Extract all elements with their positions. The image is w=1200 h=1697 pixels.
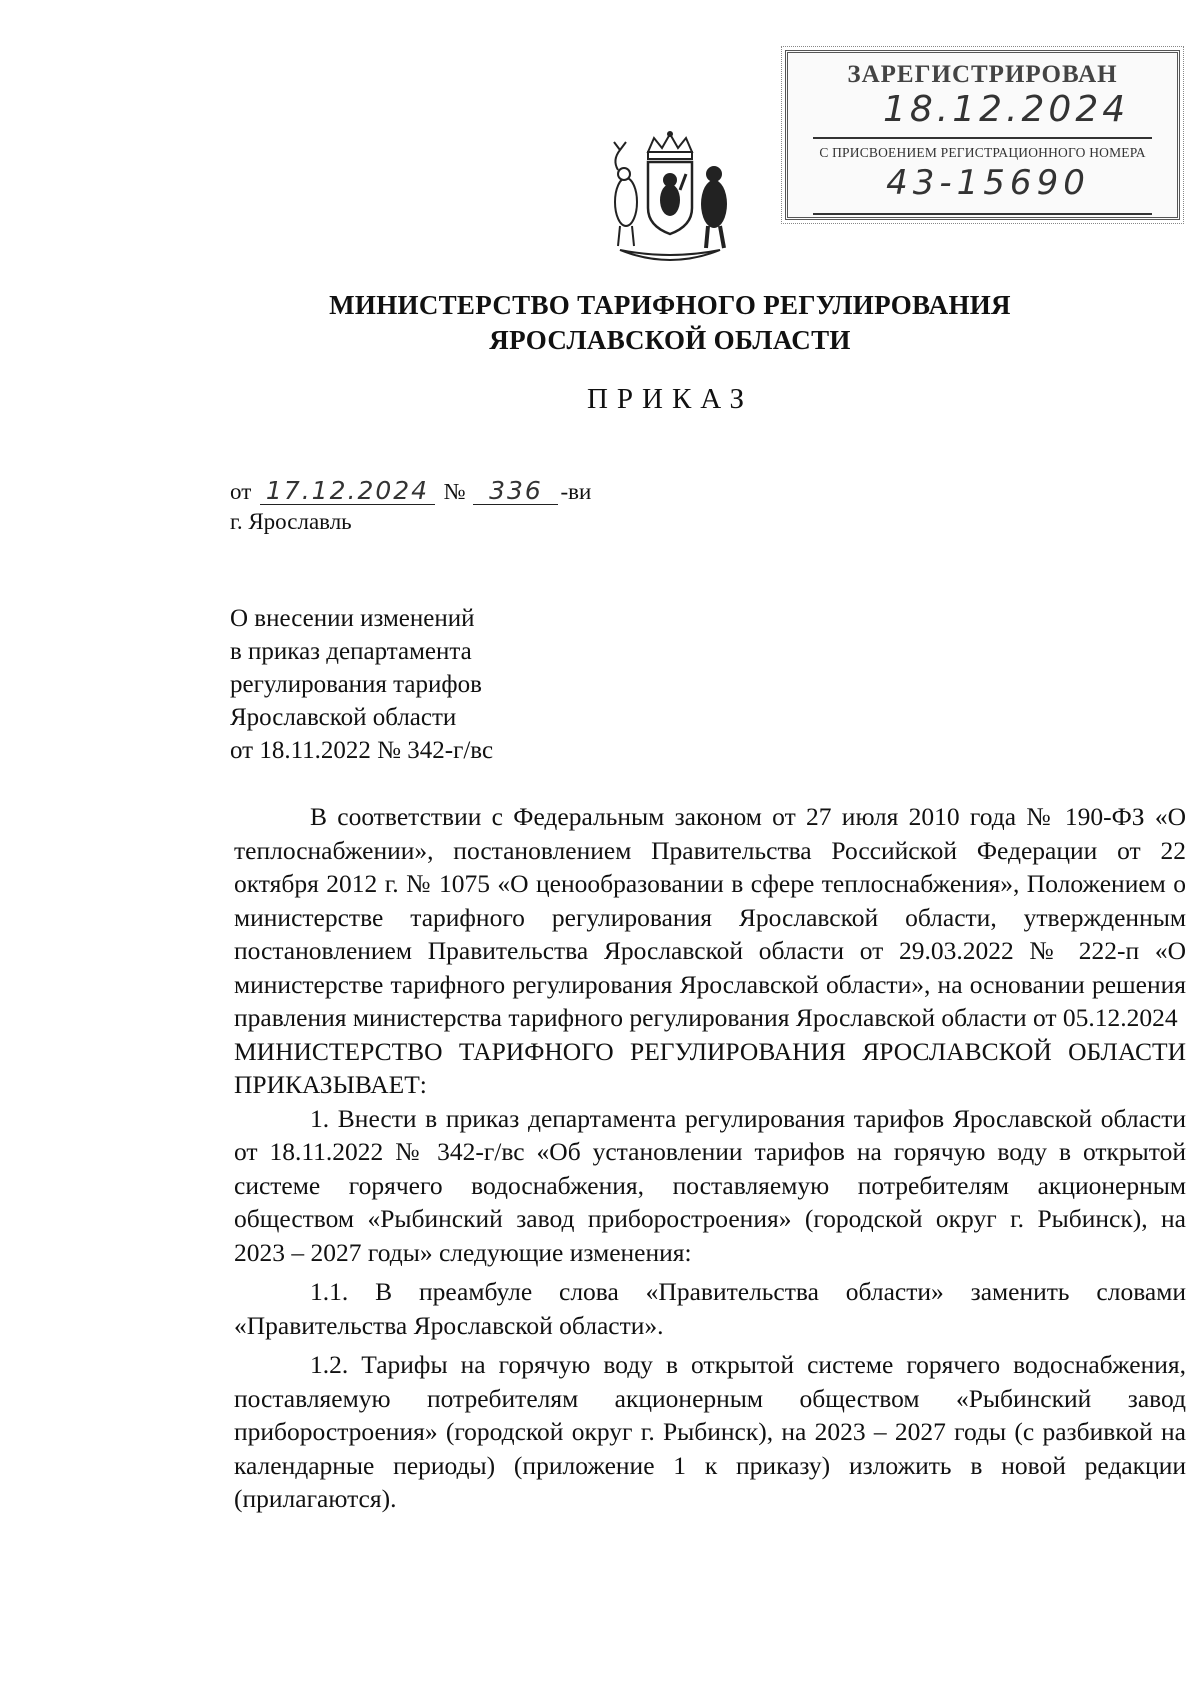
stamp-registration-number: 43-15690 bbox=[886, 163, 1090, 203]
order-number-suffix: -ви bbox=[560, 479, 592, 504]
registration-stamp bbox=[785, 50, 1180, 220]
coat-of-arms-emblem bbox=[600, 130, 740, 270]
orders-paragraph: МИНИСТЕРСТВО ТАРИФНОГО РЕГУЛИРОВАНИЯ ЯРОСЛАВСКОЙ ОБЛАСТИ ПРИКАЗЫВАЕТ: bbox=[234, 1036, 1186, 1099]
ministry-heading-line1: МИНИСТЕРСТВО ТАРИФНОГО РЕГУЛИРОВАНИЯ bbox=[329, 290, 1011, 320]
subject-line: регулирования тарифов bbox=[230, 671, 482, 698]
order-date-number-line bbox=[230, 478, 591, 505]
subject-line: Ярославской области bbox=[230, 704, 457, 731]
order-date-handwritten: 17.12.2024 bbox=[260, 478, 435, 505]
subject-line: О внесении изменений bbox=[230, 605, 475, 632]
ministry-heading bbox=[0, 288, 1200, 358]
stamp-date-underline bbox=[813, 137, 1152, 139]
order-number-handwritten: 336 bbox=[473, 478, 558, 505]
order-from-label: от bbox=[230, 479, 252, 504]
order-city: г. Ярославль bbox=[230, 509, 352, 534]
subject-line: от 18.11.2022 № 342-г/вс bbox=[230, 737, 494, 764]
stamp-number-underline bbox=[813, 213, 1152, 215]
stamp-title: ЗАРЕГИСТРИРОВАН bbox=[847, 61, 1118, 88]
document-type-title: ПРИКАЗ bbox=[586, 383, 754, 415]
subject-line: в приказ департамента bbox=[230, 638, 472, 665]
stamp-subtitle: С ПРИСВОЕНИЕМ РЕГИСТРАЦИОННОГО НОМЕРА bbox=[819, 145, 1146, 160]
item-1-paragraph: 1. Внести в приказ департамента регулирования тарифов Ярославской области от 18.11.2022 № 342-г/вс «Об установлении тарифов на горячую воду в открытой системе горячего водоснабжения, поставляемую потребителям акционерным обществом «Рыбинский завод приборостроения» (городской округ г. Рыбинск), на 2023 – 2027 годы» следующие изменения: bbox=[234, 1103, 1186, 1267]
ministry-heading-line2: ЯРОСЛАВСКОЙ ОБЛАСТИ bbox=[489, 325, 851, 355]
item-1-2-paragraph: 1.2. Тарифы на горячую воду в открытой системе горячего водоснабжения, поставляемую потребителям акционерным обществом «Рыбинский завод приборостроения» (городской округ г. Рыбинск), на 2023 – 2027 годы (с разбивкой на календарные периоды) (приложение 1 к приказу) изложить в новой редакции (прилагаются). bbox=[234, 1350, 1186, 1513]
order-body bbox=[234, 800, 1186, 1516]
order-subject bbox=[230, 602, 493, 767]
preamble-paragraph: В соответствии с Федеральным законом от 27 июля 2010 года № 190-ФЗ «О теплоснабжении», постановлением Правительства Российской Федерации от 22 октября 2012 г. № 1075 «О ценообразовании в сфере теплоснабжения», Положением о министерстве тарифного регулирования Ярославской области, утвержденным постановлением Правительства Ярославской области от 29.03.2022 № 222-п «О министерстве тарифного регулирования Ярославской области», на основании решения правления министерства тарифного регулирования Ярославской области от 05.12.2024 bbox=[234, 802, 1186, 1032]
order-number-label: № bbox=[443, 479, 466, 504]
item-1-1-paragraph: 1.1. В преамбуле слова «Правительства области» заменить словами «Правительства Ярославской области». bbox=[234, 1277, 1186, 1340]
stamp-registration-date: 18.12.2024 bbox=[883, 89, 1130, 130]
